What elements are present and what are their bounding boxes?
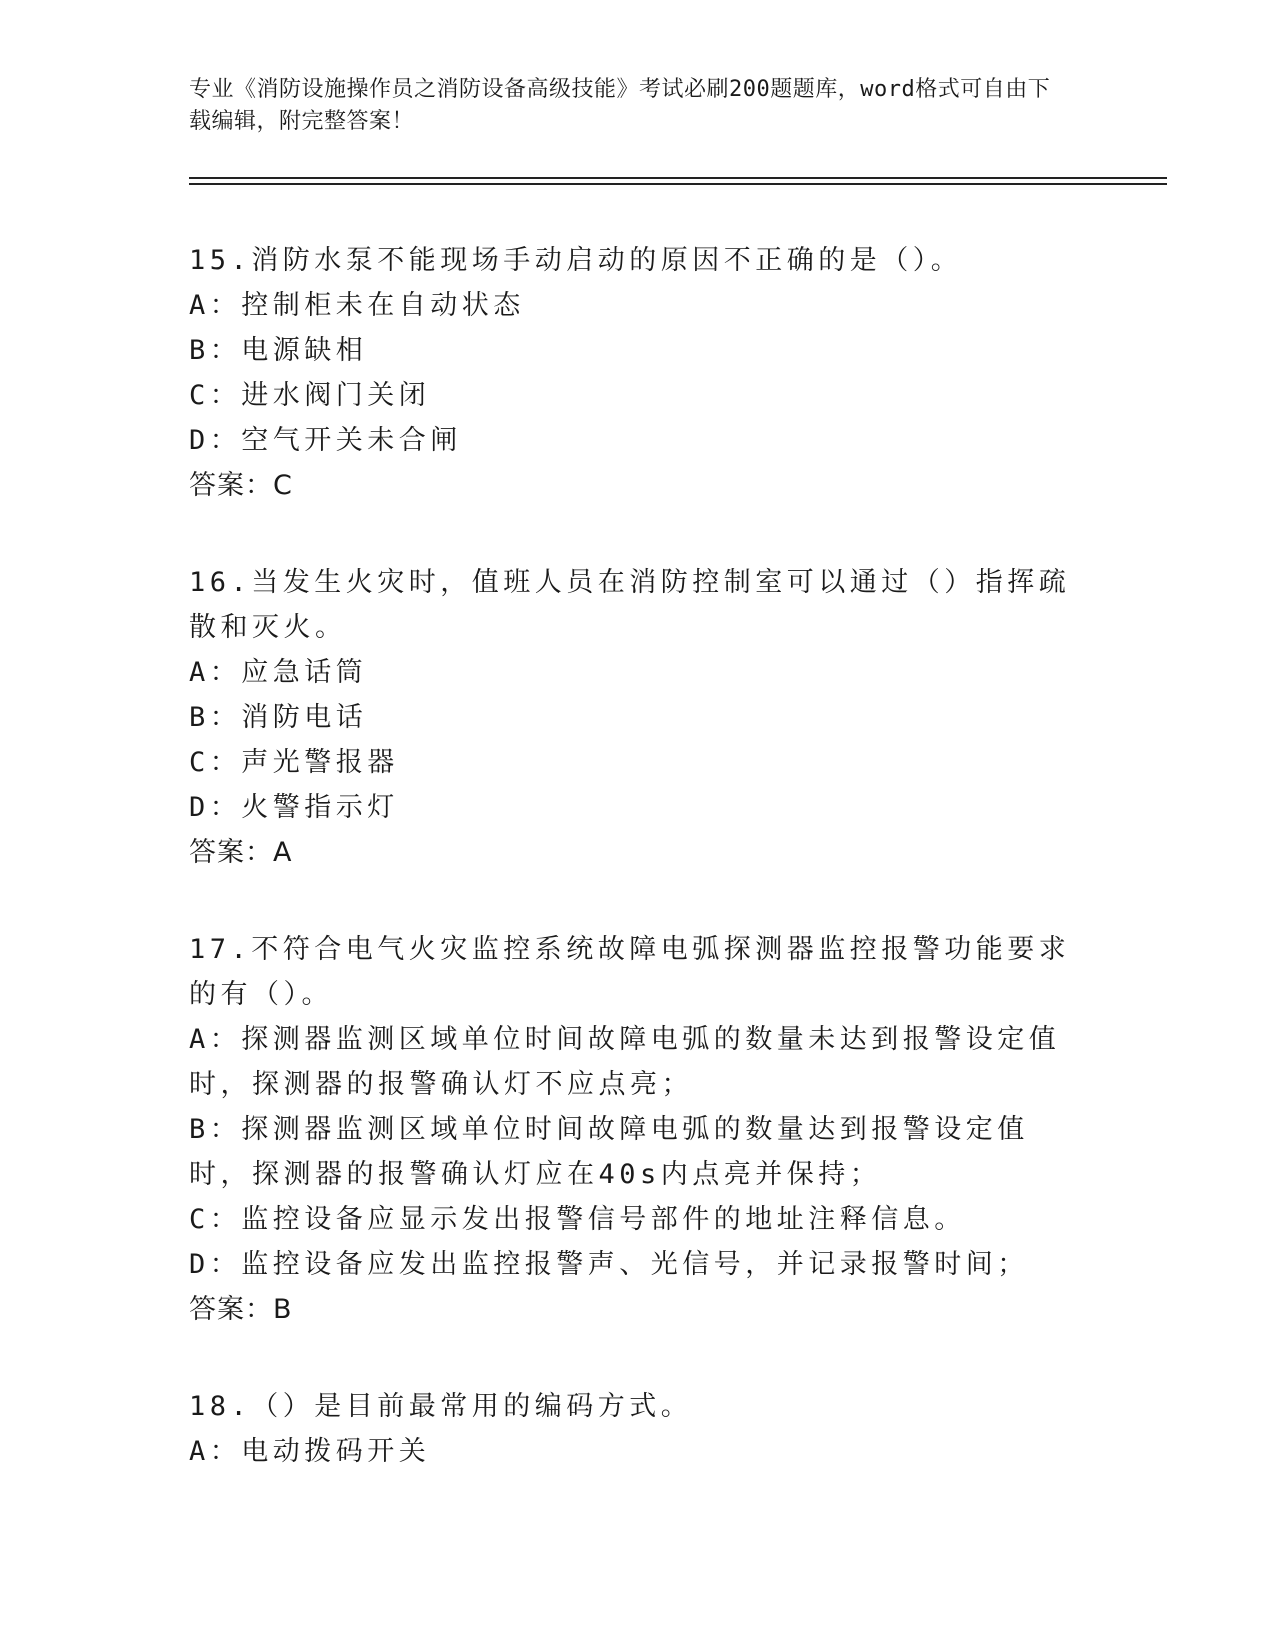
answer-line: 答案：A bbox=[189, 837, 293, 868]
answer-line: 答案：B bbox=[189, 1294, 293, 1325]
question-15 bbox=[189, 238, 1089, 508]
header-rule-top bbox=[189, 177, 1167, 179]
question-16 bbox=[189, 560, 1089, 875]
option-c: C：声光警报器 bbox=[189, 747, 399, 778]
option-d: D：空气开关未合闸 bbox=[189, 425, 462, 456]
option-b: B：消防电话 bbox=[189, 702, 368, 733]
question-stem: 17.不符合电气火灾监控系统故障电弧探测器监控报警功能要求的有（）。 bbox=[189, 934, 1071, 1010]
option-a: A：探测器监测区域单位时间故障电弧的数量未达到报警设定值时，探测器的报警确认灯不应点亮； bbox=[189, 1024, 1061, 1100]
question-18 bbox=[189, 1384, 1089, 1474]
question-17 bbox=[189, 927, 1089, 1332]
option-d: D：监控设备应发出监控报警声、光信号，并记录报警时间； bbox=[189, 1249, 1029, 1280]
option-d: D：火警指示灯 bbox=[189, 792, 399, 823]
option-a: A：控制柜未在自动状态 bbox=[189, 290, 525, 321]
answer-line: 答案：C bbox=[189, 470, 293, 501]
header-rule-bottom bbox=[189, 183, 1167, 185]
option-a: A：应急话筒 bbox=[189, 657, 368, 688]
option-c: C：进水阀门关闭 bbox=[189, 380, 431, 411]
option-b: B：探测器监测区域单位时间故障电弧的数量达到报警设定值时，探测器的报警确认灯应在40s内点亮并保持； bbox=[189, 1114, 1029, 1190]
option-a: A：电动拨码开关 bbox=[189, 1436, 431, 1467]
header-text: 专业《消防设施操作员之消防设备高级技能》考试必刷200题题库，word格式可自由下载编辑，附完整答案！ bbox=[189, 77, 1051, 134]
question-stem: 15.消防水泵不能现场手动启动的原因不正确的是（）。 bbox=[189, 245, 963, 276]
question-stem: 18.（）是目前最常用的编码方式。 bbox=[189, 1391, 693, 1422]
question-stem: 16.当发生火灾时，值班人员在消防控制室可以通过（）指挥疏散和灭火。 bbox=[189, 567, 1071, 643]
document-header bbox=[189, 74, 1069, 138]
option-c: C：监控设备应显示发出报警信号部件的地址注释信息。 bbox=[189, 1204, 966, 1235]
question-list bbox=[189, 238, 1089, 1526]
option-b: B：电源缺相 bbox=[189, 335, 368, 366]
